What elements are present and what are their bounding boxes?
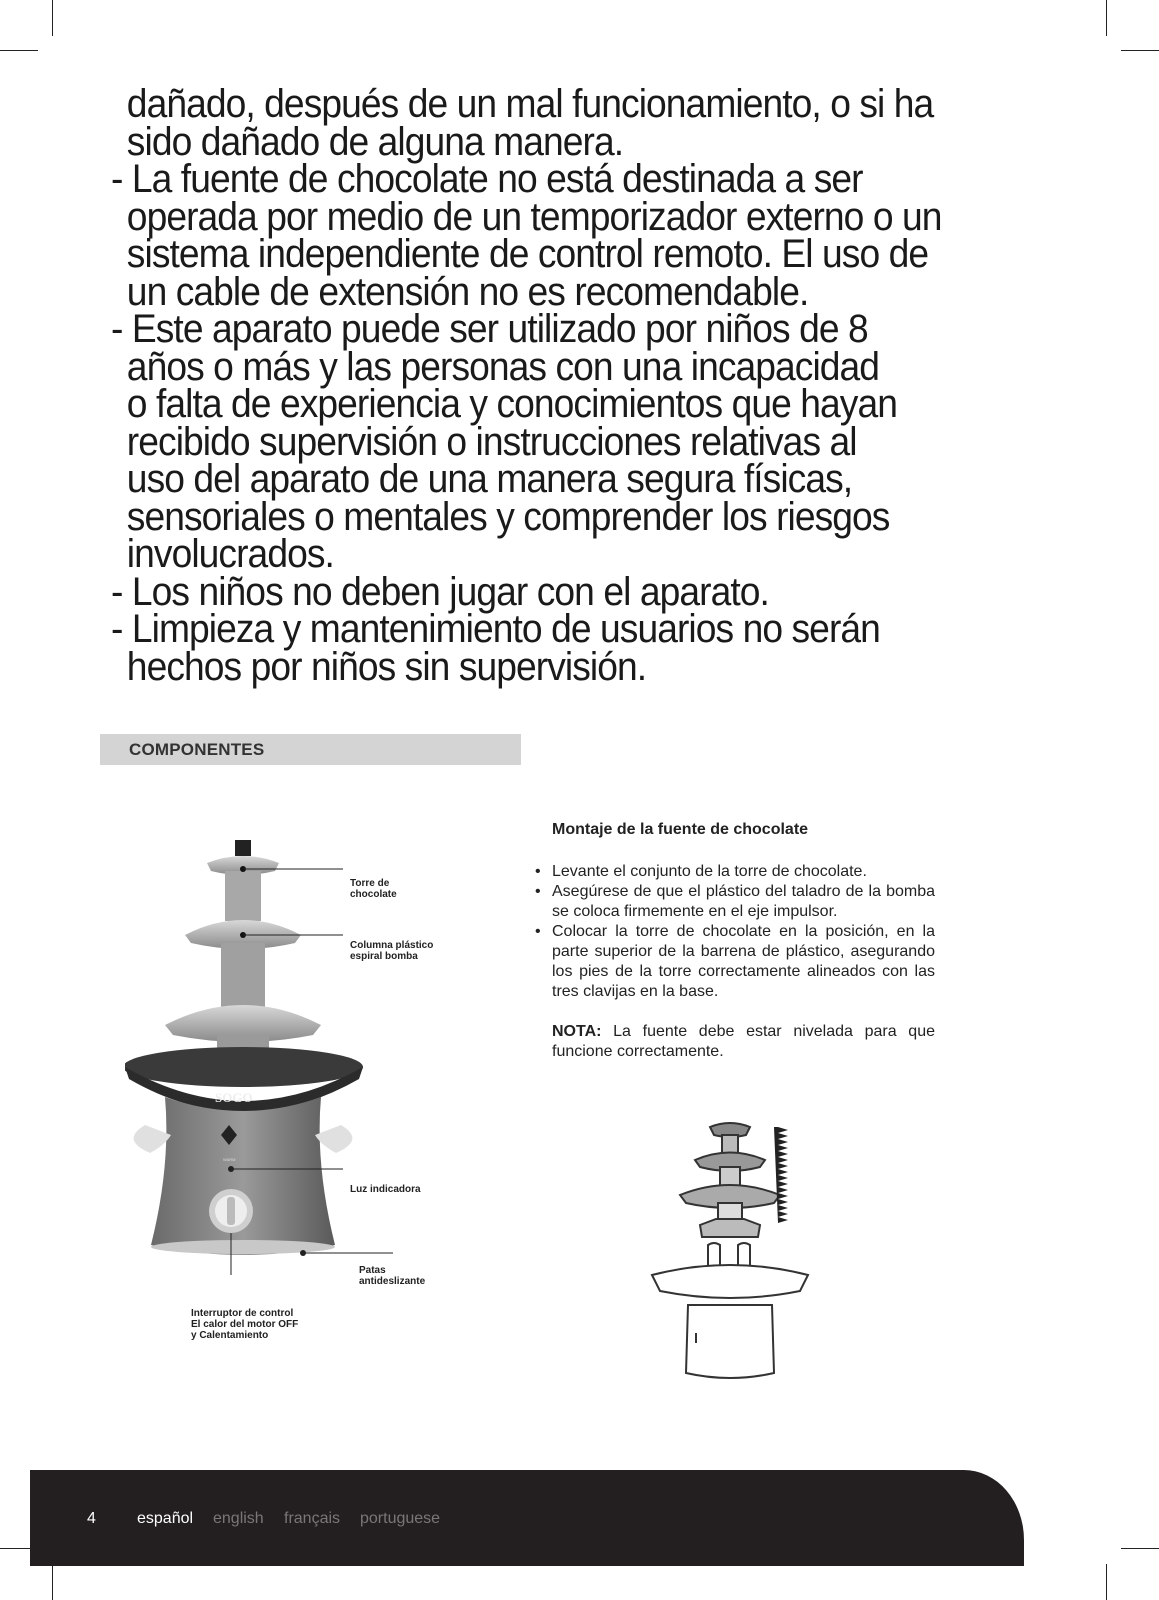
body-line: años o más y las personas con una incapacidad	[126, 344, 880, 389]
footer-bar	[30, 1470, 1024, 1566]
crop-mark	[52, 1564, 53, 1600]
page-number: 4	[87, 1510, 96, 1527]
section-title: COMPONENTES	[129, 740, 265, 759]
lang-espanol[interactable]: español	[137, 1510, 194, 1527]
body-line: sensoriales o mentales y comprender los riesgos	[126, 494, 890, 539]
assembly-diagram	[650, 1115, 830, 1395]
body-line: uso del aparato de una manera segura físicas,	[126, 457, 853, 501]
body-line: sistema independiente de control remoto. El uso de	[126, 232, 929, 276]
body-line: o falta de experiencia y conocimientos que hayan	[126, 382, 897, 426]
brand-logo: SOGO	[215, 1090, 253, 1105]
lang-portuguese[interactable]: portuguese	[360, 1510, 441, 1527]
lang-english[interactable]: english	[213, 1510, 264, 1527]
body-line: sido dañado de alguna manera.	[126, 119, 624, 164]
assembly-steps	[530, 862, 935, 1002]
safety-instructions	[111, 82, 1121, 689]
body-line: hechos por niños sin supervisión.	[126, 644, 647, 689]
crop-mark	[1121, 50, 1159, 51]
dial-label: WARM	[223, 1157, 236, 1162]
assembly-step: • Levante el conjunto de la torre de chocolate.	[530, 862, 935, 882]
note-text: La fuente debe estar nivelada para que funcione correctamente.	[552, 1023, 935, 1060]
body-line: - Este aparato puede ser utilizado por niños de 8	[111, 307, 868, 351]
assembly-note	[552, 1022, 935, 1062]
lang-francais[interactable]: français	[284, 1510, 341, 1527]
crop-mark	[1106, 0, 1107, 36]
body-line: dañado, después de un mal funcionamiento, o si ha	[126, 82, 934, 126]
body-line: involucrados.	[126, 532, 334, 576]
note-label: NOTA:	[552, 1023, 602, 1040]
label-column: Columna plástico espiral bomba	[350, 940, 434, 962]
crop-mark	[1106, 1564, 1107, 1600]
body-line: - Los niños no deben jugar con el aparato.	[111, 569, 769, 614]
body-line: - La fuente de chocolate no está destinada a ser	[111, 157, 863, 201]
label-control-switch: Interruptor de control El calor del motor OFF y Calentamiento	[191, 1308, 299, 1341]
label-indicator-light: Luz indicadora	[350, 1184, 421, 1195]
body-line: operada por medio de un temporizador externo o un	[126, 194, 942, 239]
section-heading-bar	[100, 734, 521, 765]
label-tower: Torre de chocolate	[350, 878, 397, 900]
assembly-step: • Asegúrese de que el plástico del taladro de la bomba se coloca firmemente en el eje impulsor.	[530, 882, 935, 922]
assembly-instructions	[530, 820, 935, 1062]
assembly-step: • Colocar la torre de chocolate en la posición, en la parte superior de la barrena de plástico, asegurando los pies de la torre correctamente alineados con las tres clavijas en la base.	[530, 922, 935, 1002]
chocolate-fountain-illustration	[125, 835, 425, 1275]
crop-mark	[1121, 1548, 1159, 1549]
body-line: - Limpieza y mantenimiento de usuarios no serán	[111, 607, 880, 651]
body-line: recibido supervisión o instrucciones relativas al	[126, 419, 857, 464]
crop-mark	[0, 50, 38, 51]
body-line: un cable de extensión no es recomendable.	[126, 269, 809, 314]
crop-mark	[52, 0, 53, 36]
label-non-slip-feet: Patas antideslizante	[359, 1265, 426, 1287]
assembly-title: Montaje de la fuente de chocolate	[552, 821, 809, 838]
